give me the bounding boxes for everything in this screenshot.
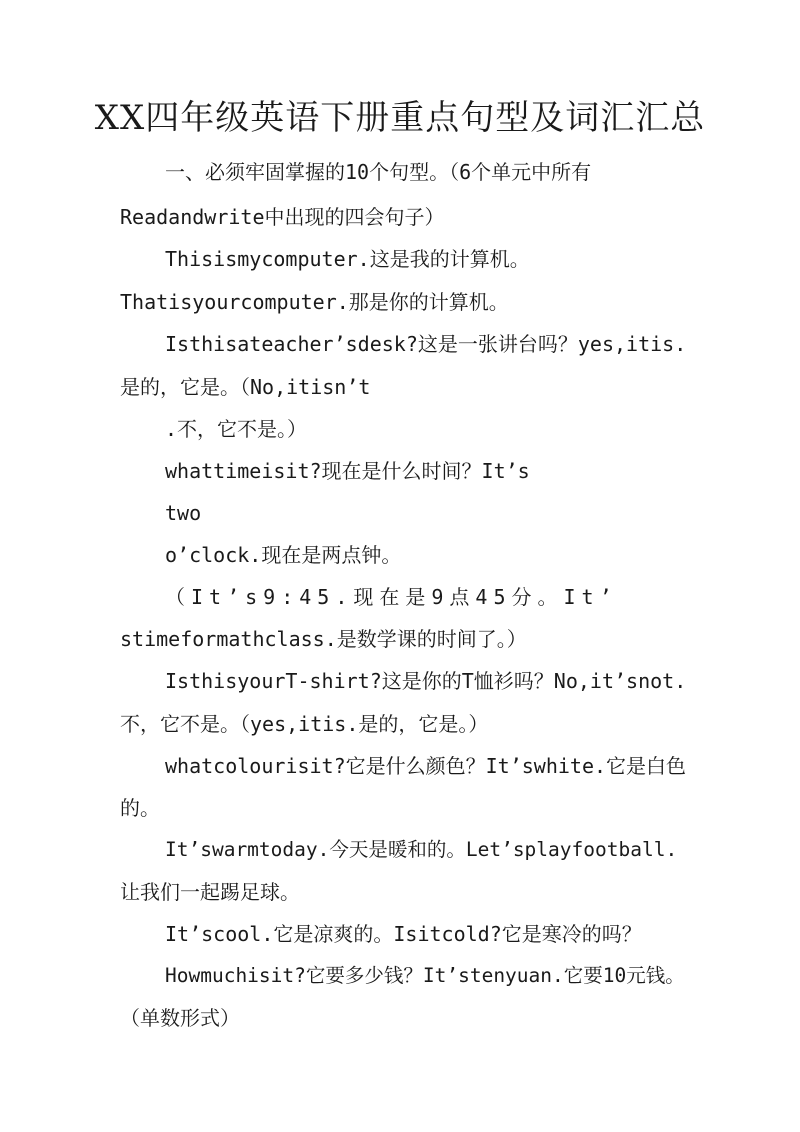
text-line: 的。 [120, 796, 160, 820]
text-line: 让我们一起踢足球。 [120, 880, 300, 904]
text-line: stimeformathclass.是数学课的时间了。） [120, 627, 527, 651]
text-line: It’swarmtoday.今天是暖和的。Let’splayfootball. [165, 838, 678, 861]
text-line: whatcolourisit?它是什么颜色？It’swhite.它是白色 [165, 754, 687, 778]
text-line: 不，它不是。（yes,itis.是的，它是。） [120, 712, 489, 736]
text-line: o’clock.现在是两点钟。 [165, 543, 402, 567]
text-line: Thatisyourcomputer.那是你的计算机。 [120, 290, 509, 314]
text-line: Howmuchisit?它要多少钱？It’stenyuan.它要10元钱。 [165, 964, 685, 987]
document-title: XX四年级英语下册重点句型及词汇汇总 [94, 98, 706, 138]
text-line: Readandwrite中出现的四会句子） [120, 205, 445, 229]
text-line: It’scool.它是凉爽的。Isitcold?它是寒冷的吗？ [165, 922, 642, 946]
text-line: （It’s9:45.现在是9点45分。It’ [165, 585, 618, 609]
text-line: IsthisyourT-shirt?这是你的T恤衫吗？No,it’snot. [165, 669, 687, 693]
text-line: 是的，它是。（No,itisn’t [120, 375, 371, 399]
text-line: whattimeisit?现在是什么时间？It’s [165, 459, 530, 483]
text-line: two [165, 501, 202, 525]
text-line-content: Thisismycomputer.这是我的计算机。 [165, 247, 530, 271]
text-line: 一、必须牢固掌握的10个句型。（6个单元中所有 [165, 160, 592, 184]
text-line: （单数形式） [120, 1006, 240, 1030]
text-line: Isthisateacher’sdesk?这是一张讲台吗？yes,itis. [165, 332, 687, 356]
text-line: .不，它不是。） [165, 417, 308, 441]
text-line [165, 245, 670, 273]
